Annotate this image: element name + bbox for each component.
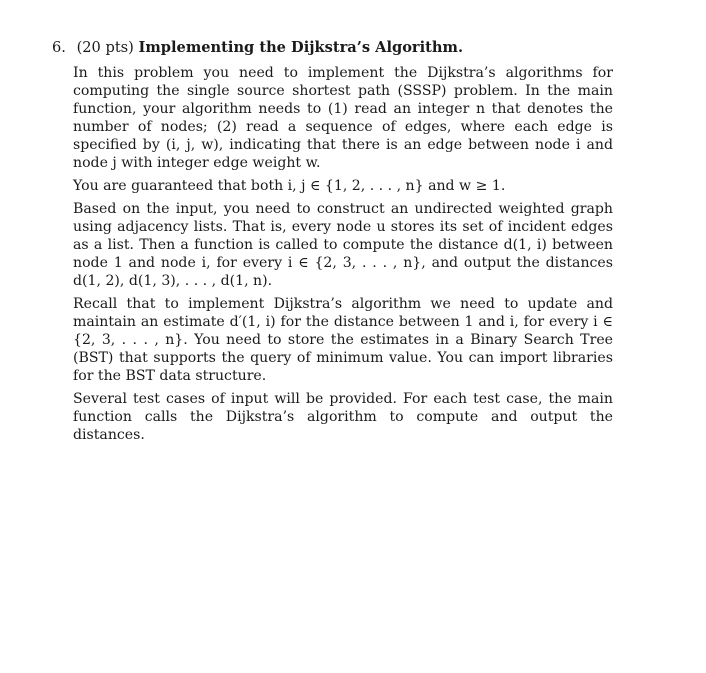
paragraph-graph-construction: Based on the input, you need to construct an undirected weighted graph using adjacency lists. That is, every node u stores its set of incident edges as a list. Then a function is called to compute the distance d(1, i) between node 1 and node i, for every i ∈ {2, 3, . . . , n}, and output the distances d(1, 2), d(1, 3), . . . , d(1, n). (73, 201, 613, 289)
problem-title: Implementing the Dijkstra’s Algorithm. (138, 39, 464, 56)
problem-body (73, 64, 613, 449)
paragraph-intro: In this problem you need to implement the Dijkstra’s algorithms for computing the single source shortest path (SSSP) problem. In the main function, your algorithm needs to (1) read an integer n that denotes the number of nodes; (2) read a sequence of edges, where each edge is specified by (i, j, w), indicating that there is an edge between node i and node j with integer edge weight w. (73, 65, 613, 171)
paragraph-guarantee: You are guaranteed that both i, j ∈ {1, 2, . . . , n} and w ≥ 1. (73, 178, 506, 194)
paragraph-test-cases: Several test cases of input will be provided. For each test case, the main function calls the Dijkstra’s algorithm to compute and output the distances. (73, 391, 613, 443)
problem-number: 6. (52, 39, 66, 56)
problem-heading (52, 39, 632, 57)
paragraph-bst-requirement: Recall that to implement Dijkstra’s algorithm we need to update and maintain an estimate d′(1, i) for the distance between 1 and i, for every i ∈ {2, 3, . . . , n}. You need to store the estimates in a Binary Search Tree (BST) that supports the query of minimum value. You can import libraries for the BST data structure. (73, 296, 613, 384)
problem-points: (20 pts) (76, 39, 134, 56)
